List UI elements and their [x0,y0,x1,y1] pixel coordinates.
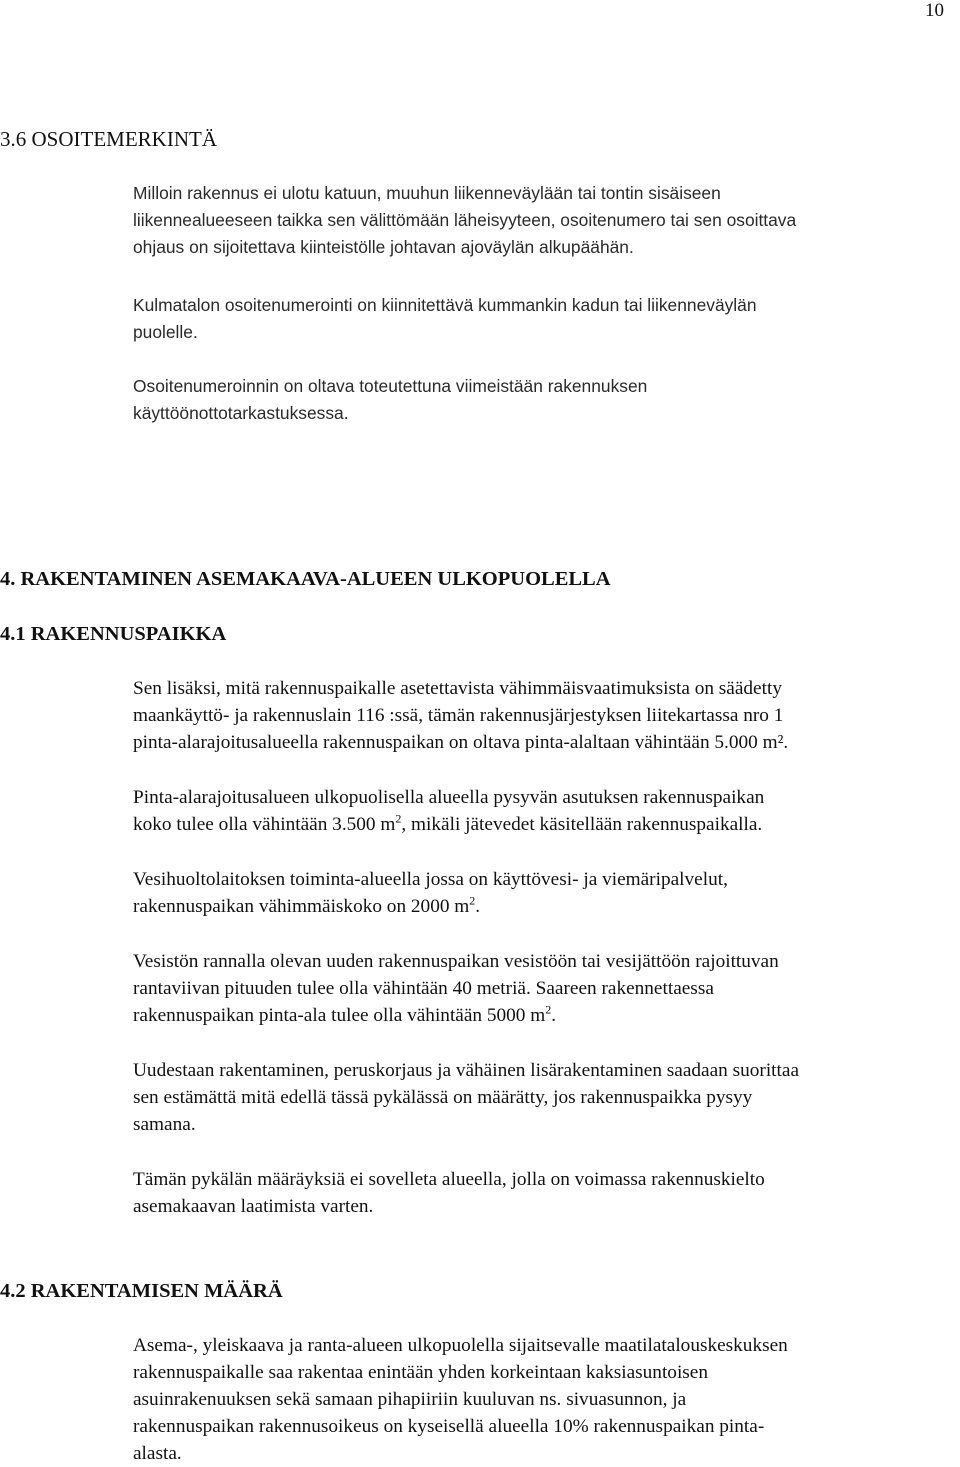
paragraph-line: rakennuspaikan rakennusoikeus on kyseisellä alueella 10% rakennuspaikan pinta- [133,1416,765,1437]
paragraph-line: rakennuspaikalle saa rakentaa enintään yhden korkeintaan kaksiasuntoisen [133,1362,709,1383]
paragraph-line: asemakaavan laatimista varten. [133,1196,374,1217]
paragraph-line: Kulmatalon osoitenumerointi on kiinnitettävä kummankin kadun tai liikenneväylän [133,295,757,315]
paragraph-line: alasta. [133,1443,182,1464]
text-run: rakennuspaikan vähimmäiskoko on 2000 m [133,896,470,917]
paragraph-line: Tämän pykälän määräyksiä ei sovelleta alueella, jolla on voimassa rakennuskielto [133,1169,765,1190]
page-number: 10 [925,0,944,21]
paragraph-line: Osoitenumeroinnin on oltava toteutettuna viimeistään rakennuksen [133,376,648,396]
paragraph-line: Milloin rakennus ei ulotu katuun, muuhun liikenneväylään tai tontin sisäiseen [133,183,721,203]
paragraph-line: käyttöönottotarkastuksessa. [133,403,349,423]
paragraph-line: liikennealueeseen taikka sen välittömään läheisyyteen, osoitenumero tai sen osoittava [133,210,797,230]
paragraph-line: Pinta-alarajoitusalueen ulkopuolisella alueella pysyvän asutuksen rakennuspaikan [133,787,765,808]
paragraph-line [133,1002,779,1029]
paragraph-line: rantaviivan pituuden tulee olla vähintään 40 metriä. Saareen rakennettaessa [133,978,714,999]
paragraph-line: Vesihuoltolaitoksen toiminta-alueella jossa on käyttövesi- ja viemäripalvelut, [133,869,728,890]
paragraph-line [133,811,764,838]
section-4-1-paragraph-4 [133,948,779,1029]
paragraph-line: ohjaus on sijoitettava kiinteistölle johtavan ajoväylän alkupäähän. [133,237,634,257]
paragraph-line: Uudestaan rakentaminen, peruskorjaus ja vähäinen lisärakentaminen saadaan suorittaa [133,1060,800,1081]
text-run: . [551,1005,557,1026]
paragraph-line: Asema-, yleiskaava ja ranta-alueen ulkopuolella sijaitsevalle maatilatalouskeskuksen [133,1335,788,1356]
superscript: 2 [395,811,402,826]
section-4-1-paragraph-1 [133,675,788,756]
section-4-1-paragraph-2 [133,784,764,838]
superscript: 2 [469,893,476,908]
paragraph-line: sen estämättä mitä edellä tässä pykälässä on määrätty, jos rakennuspaikka pysyy [133,1087,753,1108]
section-4-1-paragraph-5 [133,1057,799,1138]
section-4-1-paragraph-3 [133,866,728,920]
text-run: . [475,896,481,917]
section-3-6-paragraph-1 [133,180,796,261]
paragraph-line: asuinrakenuuksen sekä samaan pihapiiriin kuuluvan ns. sivuasunnon, ja [133,1389,687,1410]
paragraph-line: Vesistön rannalla olevan uuden rakennuspaikan vesistöön tai vesijättöön rajoittuvan [133,951,779,972]
section-4-1-heading: 4.1 RAKENNUSPAIKKA [0,623,227,645]
text-run: , mikäli jätevedet käsitellään rakennuspaikalla. [401,814,763,835]
section-3-6-paragraph-2 [133,292,757,346]
section-4-2-heading: 4.2 RAKENTAMISEN MÄÄRÄ [0,1280,283,1302]
section-4-heading: 4. RAKENTAMINEN ASEMAKAAVA-ALUEEN ULKOPUOLELLA [0,568,611,590]
text-run: rakennuspaikan pinta-ala tulee olla vähintään 5000 m [133,1005,546,1026]
paragraph-line [133,893,728,920]
superscript: 2 [545,1002,552,1017]
paragraph-line: maankäyttö- ja rakennuslain 116 :ssä, tämän rakennusjärjestyksen liitekartassa nro 1 [133,705,784,726]
paragraph-line: samana. [133,1114,196,1135]
section-4-2-paragraph-1 [133,1332,788,1467]
text-run: koko tulee olla vähintään 3.500 m [133,814,396,835]
section-3-6-paragraph-3 [133,373,647,427]
paragraph-line: Sen lisäksi, mitä rakennuspaikalle asetettavista vähimmäisvaatimuksista on säädetty [133,678,782,699]
paragraph-line: puolelle. [133,322,198,342]
section-4-1-paragraph-6 [133,1166,765,1220]
paragraph-line: pinta-alarajoitusalueella rakennuspaikan on oltava pinta-alaltaan vähintään 5.000 m². [133,732,789,753]
section-3-6-heading: 3.6 OSOITEMERKINTÄ [0,127,217,151]
